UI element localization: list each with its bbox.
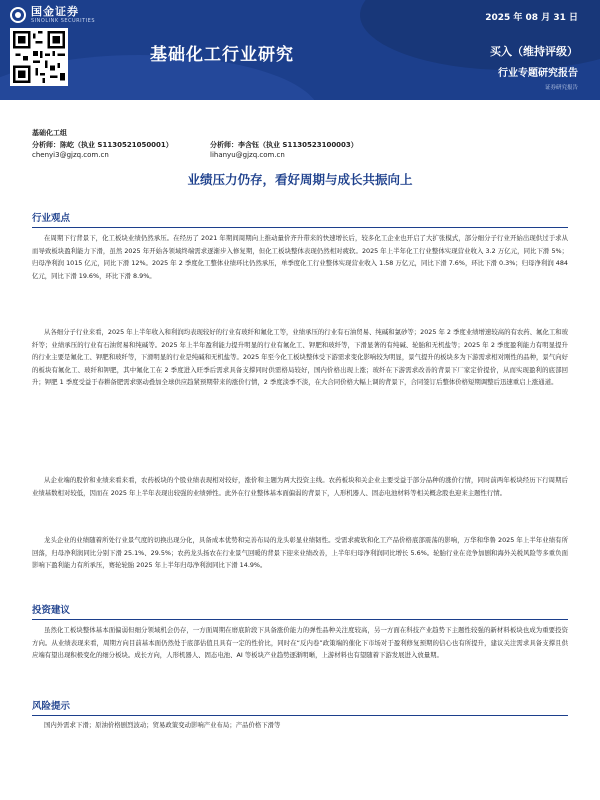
report-title: 基础化工行业研究 [150, 45, 294, 65]
view-paragraph-3: 从企业端的股价和业绩来看来看，农药板块的个股业绩表现相对较好，涨价和主题为两大投资主线。农药板块和关企业主要受益于部分品种的涨价行情，同时前两年板块经历下行周期后业绩基数相对较低，因而在 2025 年上半年表现出较强的业绩弹性。此外在行业整体基本面偏弱的背景下，人形机器人、固态电池材料等相关概念股也迎来主题性行情。 [32, 476, 568, 497]
report-type: 行业专题研究报告 [498, 68, 578, 79]
qr-code-icon [10, 28, 68, 86]
analyst-block [210, 140, 358, 160]
invest-paragraph: 虽然化工板块整体基本面偏弱但细分领域机会仍存，一方面周期在磨底阶段下具备涨价能力的弹性品种关注度较高，另一方面在科技产业趋势下主题性较强的新材料板块也成为重要投资方向。从业绩表现来看，周期方向目前基本面仍然处于底部估值且具有一定的性价比，同时在“反内卷”政策端的催化下市场对于盈利修复预期的信心也有所提升，建议关注需求具备支撑且供应端有望出现积极变化的细分板块。成长方向，人形机器人、固态电池、AI 等板块产业趋势逐渐明晰，上游材料也有望随着下游发展进入放量期。 [32, 626, 568, 659]
investment-rating: 买入（维持评级） [490, 45, 578, 58]
team-name: 基础化工组 [32, 129, 67, 137]
report-headline: 业绩压力仍存，看好周期与成长共振向上 [187, 172, 413, 187]
view-paragraph-4: 龙头企业的业绩随着所处行业景气度的切换出现分化，具备成本优势和完善布局的龙头彰显业绩韧性。受需求疲软和化工产品价格底部震荡的影响，万华和华鲁 2025 年上半年业绩有所回落，归母净利润同比分别下滑 25.1%、29.5%；农药龙头扬农在行业景气回暖的背景下迎来业绩改善，上半年归母净利润同比增长 5.6%。轮胎行业在竞争加剧和海外关税风险等多重负面影响下盈利能力有所承压，赛轮轮胎 2025 年上半年归母净利润同比下滑 14.9%。 [32, 536, 568, 569]
logo-subtext: SINOLINK SECURITIES [31, 18, 95, 24]
view-paragraph-2: 从各细分子行业来看，2025 年上半年收入和利润均表现较好的行业有玻纤和氟化工等，业绩承压的行业有石油贸易、纯碱和氯砂等；2025 年 2 季度业绩增速较高的有农药、氟化工和玻纤等；业绩承压的行业有石油贸易和纯碱等。2025 年上半年盈利能力提升明显的行业有氟化工、钾肥和玻纤等，下滑显著的有纯碱、轮胎和无机盐等；2025 年 2 季度盈利能力有明显提升的行业主要是氟化工、钾肥和玻纤等，下滑明显的行业是纯碱和无机盐等。2025 年至今化工板块整体受下游需求变化影响较为明显，景气提升的板块多为下游需求相对刚性的品种，景气向好的板块有氟化工、玻纤和钾肥，其中氟化工在 2 季度进入旺季后需求具备支撑同时供需格局较好，国内价格出现上涨；玻纤在下游需求改善的背景下厂家定价提价，从而实现盈利的底部回升；钾肥 1 季度受益于春耕备肥需求驱动叠加全球供应趋紧预期带来的涨价行情，2 季度淡季不淡，在大合同价格大幅上调的背景下，合同签订后整体价格短期调整后迅速重启上涨通道。 [32, 328, 569, 386]
analyst-block [32, 140, 173, 160]
company-logo [10, 6, 95, 24]
section-divider [32, 715, 568, 716]
section-divider [32, 619, 568, 620]
header-banner [0, 0, 600, 100]
report-date: 2025 年 08 月 31 日 [485, 13, 578, 23]
section-heading-view: 行业观点 [32, 213, 71, 224]
logo-icon [10, 7, 26, 23]
view-paragraph-1: 在周期下行背景下，化工板块业绩仍然承压。在经历了 2021 年期间周期向上推动量价齐升带来的快速增长后，较多化工企业也开启了大扩张模式，部分细分子行业开始出现供过于求从而导致板块盈利能力下滑，虽然 2025 年开始各领域终端需求逐渐步入修复期，但化工板块整体表现仍然相对疲软。2025 年上半年化工行业整体实现营业收入 3.2 万亿元，同比下滑 5%；归母净利润 1015 亿元，同比下滑 12%。2025 年 2 季度化工整体业绩环比仍然承压，单季度化工行业整体实现营业收入 1.58 万亿元，同比下滑 7.6%，环比下滑 0.3%；归母净利润 484 亿元，同比下滑 19.6%，环比下滑 8.9%。 [32, 234, 568, 280]
section-divider [32, 227, 568, 228]
analyst-email[interactable]: lihanyu@gjzq.com.cn [210, 151, 285, 159]
report-subtitle: 证券研究报告 [544, 85, 578, 91]
section-heading-risk: 风险提示 [32, 701, 71, 712]
analyst-info: 分析师：李含钰（执业 S1130523100003） [210, 141, 358, 149]
logo-text: 国金证券 [31, 5, 79, 18]
risk-text: 国内外需求下滑；原油价格剧烈波动；贸易政策变动影响产业布局；产品价格下滑等 [44, 721, 281, 729]
analyst-email[interactable]: chenyi3@gjzq.com.cn [32, 151, 109, 159]
section-heading-invest: 投资建议 [32, 605, 71, 616]
analyst-info: 分析师：陈屹（执业 S1130521050001） [32, 141, 173, 149]
